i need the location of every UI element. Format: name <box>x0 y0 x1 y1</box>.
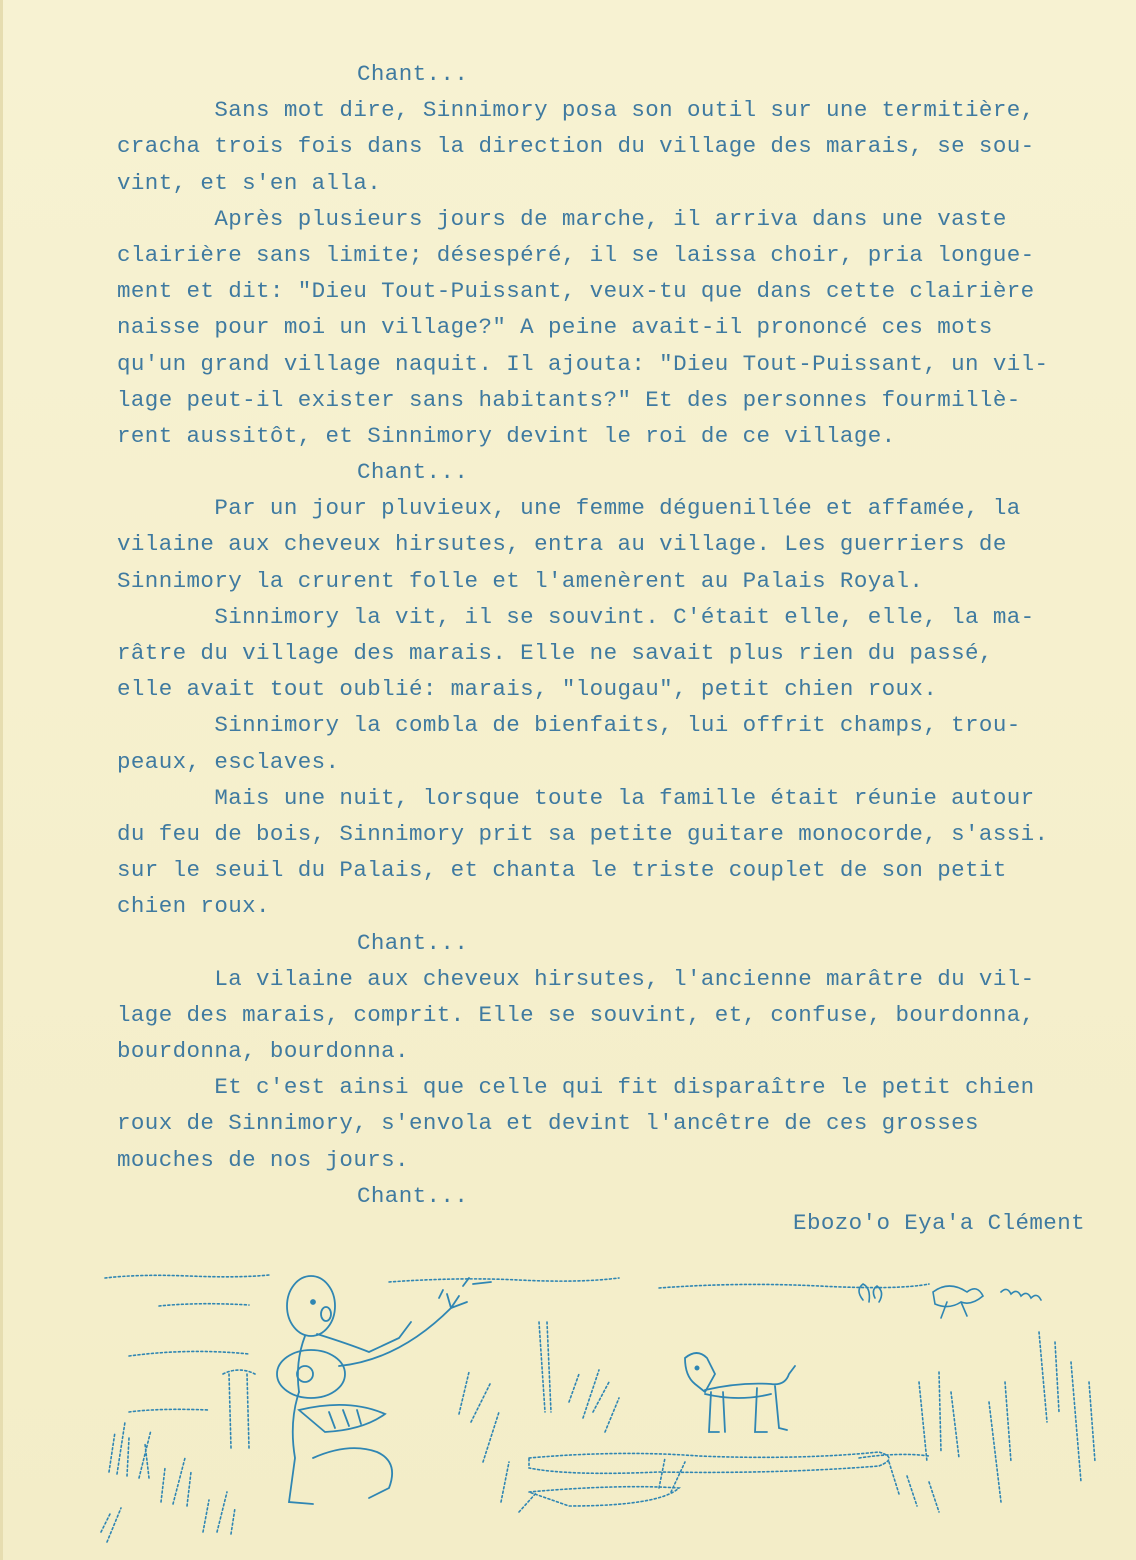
text-line: lage des marais, comprit. Elle se souvint, et, confuse, bourdonna, <box>117 1001 1035 1028</box>
text-line: elle avait tout oublié: marais, "lougau", petit chien roux. <box>117 676 938 703</box>
grass-tuft <box>919 1372 959 1462</box>
text-line: Après plusieurs jours de marche, il arriva dans une vaste <box>117 205 1007 232</box>
text-line: Sinnimory la combla de bienfaits, lui offrit champs, trou- <box>117 712 1021 739</box>
grass-tuft <box>539 1322 551 1412</box>
text-line: Et c'est ainsi que celle qui fit disparaître le petit chien <box>117 1074 1035 1101</box>
text-line: mouches de nos jours. <box>117 1146 409 1173</box>
ground-patch <box>529 1452 889 1473</box>
grass-tuft <box>459 1372 537 1512</box>
horizon-line <box>389 1278 619 1282</box>
text-line: Sinnimory la crurent folle et l'amenèrent au Palais Royal. <box>117 567 924 594</box>
horizon-line <box>659 1284 929 1288</box>
dog-figure <box>685 1353 795 1432</box>
grass-tuft <box>659 1458 685 1492</box>
horizon-line <box>105 1275 269 1278</box>
grass-tuft <box>161 1458 191 1506</box>
text-line: vilaine aux cheveux hirsutes, entra au village. Les guerriers de <box>117 531 1007 558</box>
horizon-line <box>129 1409 209 1412</box>
text-line: chien roux. <box>117 893 270 920</box>
grass-tuft <box>101 1508 121 1542</box>
grass-tuft <box>1039 1332 1095 1482</box>
text-line: lage peut-il exister sans habitants?" Et des personnes fourmillè- <box>117 386 1021 413</box>
flying-insects <box>859 1284 1041 1318</box>
tree-stump <box>223 1370 255 1448</box>
text-line: Sinnimory la vit, il se souvint. C'était elle, elle, la ma- <box>117 603 1035 630</box>
text-line: vint, et s'en alla. <box>117 169 382 196</box>
horizon-line <box>129 1351 249 1356</box>
author-signature: Ebozo'o Eya'a Clément <box>793 1210 1085 1236</box>
text-line: Par un jour pluvieux, une femme déguenillée et affamée, la <box>117 495 1021 522</box>
chant-refrain: Chant... <box>357 929 469 956</box>
text-line: Mais une nuit, lorsque toute la famille était réunie autour <box>117 784 1035 811</box>
text-line: La vilaine aux cheveux hirsutes, l'ancienne marâtre du vil- <box>117 965 1035 992</box>
story-text <box>117 56 1107 1214</box>
grass-tuft <box>569 1370 619 1432</box>
text-line: qu'un grand village naquit. Il ajouta: "Dieu Tout-Puissant, un vil- <box>117 350 1049 377</box>
grass-tuft <box>203 1492 235 1534</box>
grass-tuft <box>889 1462 939 1512</box>
text-line: rent aussitôt, et Sinnimory devint le roi de ce village. <box>117 422 896 449</box>
text-line: ment et dit: "Dieu Tout-Puissant, veux-tu que dans cette clairière <box>117 278 1035 305</box>
ground-patch <box>859 1454 929 1458</box>
text-line: du feu de bois, Sinnimory prit sa petite guitare monocorde, s'assi. <box>117 820 1049 847</box>
text-line: clairière sans limite; désespéré, il se laissa choir, pria longue- <box>117 241 1035 268</box>
chant-refrain: Chant... <box>357 1182 469 1209</box>
text-line: Sans mot dire, Sinnimory posa son outil sur une termitière, <box>117 97 1035 124</box>
text-line: roux de Sinnimory, s'envola et devint l'ancêtre de ces grosses <box>117 1110 979 1137</box>
text-line: naisse pour moi un village?" A peine avait-il prononcé ces mots <box>117 314 993 341</box>
ground-patch <box>529 1487 679 1506</box>
grass-tuft <box>989 1382 1011 1502</box>
horizon-line <box>159 1304 249 1306</box>
chant-refrain: Chant... <box>357 459 469 486</box>
text-line: peaux, esclaves. <box>117 748 340 775</box>
musician-figure <box>277 1276 491 1504</box>
ink-illustration <box>99 1262 1109 1552</box>
text-line: bourdonna, bourdonna. <box>117 1038 409 1065</box>
text-line: râtre du village des marais. Elle ne savait plus rien du passé, <box>117 640 993 666</box>
chant-refrain: Chant... <box>357 61 469 87</box>
text-line: sur le seuil du Palais, et chanta le triste couplet de son petit <box>117 857 1007 884</box>
grass-tuft <box>109 1422 151 1478</box>
text-line: cracha trois fois dans la direction du village des marais, se sou- <box>117 133 1035 160</box>
